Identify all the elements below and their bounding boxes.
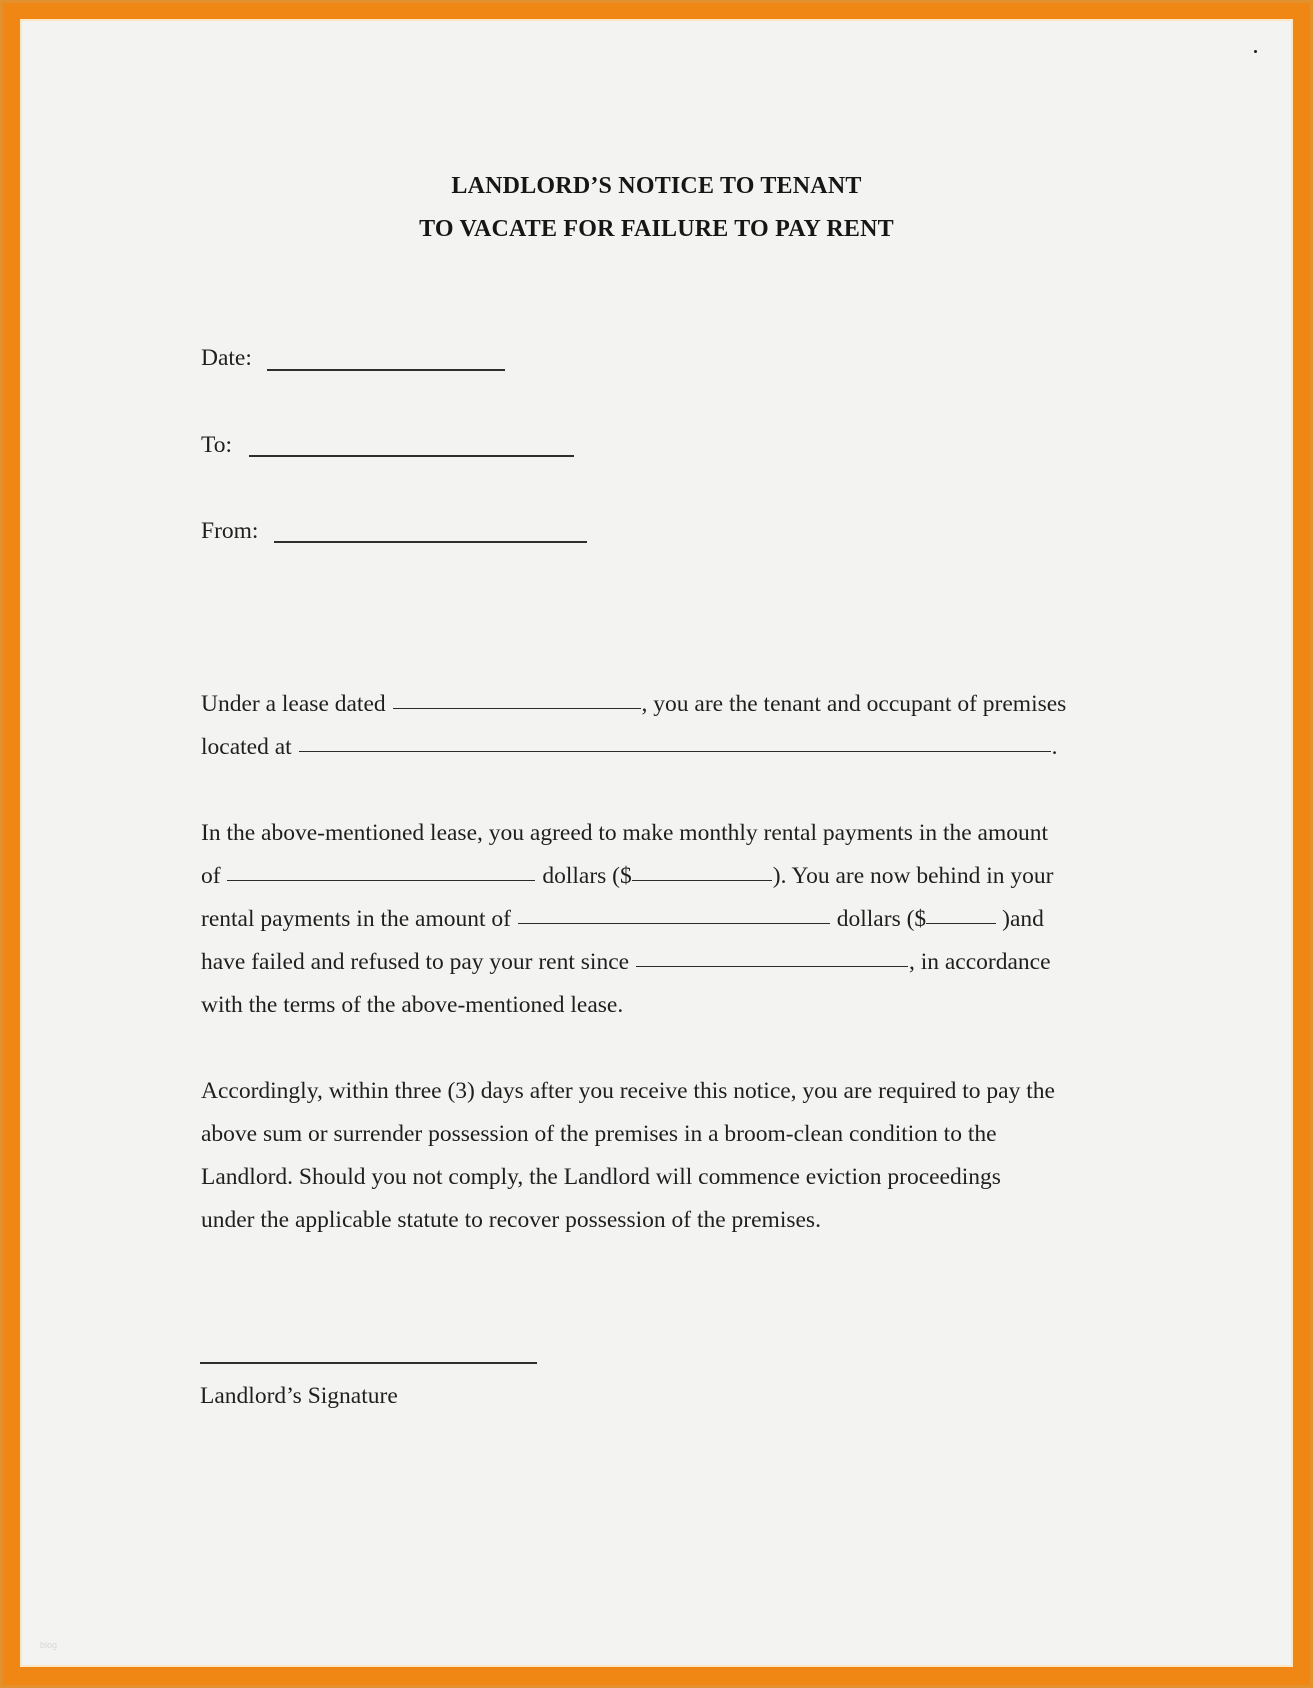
paragraph-3-line-3: Landlord. Should you not comply, the Landlord will commence eviction proceedings	[201, 1164, 1001, 1190]
title-line-1: LANDLORD’S NOTICE TO TENANT	[451, 173, 862, 199]
scan-speck	[1254, 50, 1257, 53]
paragraph-2-line-1: In the above-mentioned lease, you agreed to make monthly rental payments in the amount	[201, 820, 1049, 846]
premises-address-field[interactable]	[299, 750, 1051, 752]
to-field[interactable]	[249, 455, 574, 457]
date-field[interactable]	[267, 369, 505, 371]
from-field[interactable]	[274, 541, 587, 543]
title-line-2: TO VACATE FOR FAILURE TO PAY RENT	[419, 216, 894, 242]
lease-date-field[interactable]	[393, 707, 641, 709]
unpaid-since-field[interactable]	[636, 965, 908, 967]
paragraph-2-line-5: with the terms of the above-mentioned lease.	[201, 992, 624, 1018]
paragraph-2-line-4: have failed and refused to pay your rent since , in accordance	[201, 949, 1051, 975]
paragraph-3-line-2: above sum or surrender possession of the premises in a broom-clean condition to the	[201, 1121, 997, 1147]
paragraph-2-line-2: of dollars ($ ). You are now behind in your	[201, 863, 1054, 889]
to-label: To:	[201, 432, 232, 458]
arrears-words-field[interactable]	[518, 922, 830, 924]
signature-line[interactable]	[200, 1362, 537, 1364]
watermark: blog	[40, 1640, 58, 1650]
paragraph-2-line-3: rental payments in the amount of dollars ($ )and	[201, 906, 1044, 932]
paragraph-3-line-1: Accordingly, within three (3) days after you receive this notice, you are required to pay the	[201, 1078, 1055, 1104]
from-label: From:	[201, 518, 259, 544]
paragraph-3-line-4: under the applicable statute to recover possession of the premises.	[201, 1207, 821, 1233]
paragraph-1-line-2: located at .	[201, 734, 1058, 760]
arrears-number-field[interactable]	[926, 922, 996, 924]
signature-label: Landlord’s Signature	[200, 1383, 398, 1409]
monthly-rent-number-field[interactable]	[632, 879, 772, 881]
date-label: Date:	[201, 345, 252, 371]
monthly-rent-words-field[interactable]	[227, 879, 535, 881]
paragraph-1-line-1: Under a lease dated , you are the tenant and occupant of premises	[201, 691, 1067, 717]
